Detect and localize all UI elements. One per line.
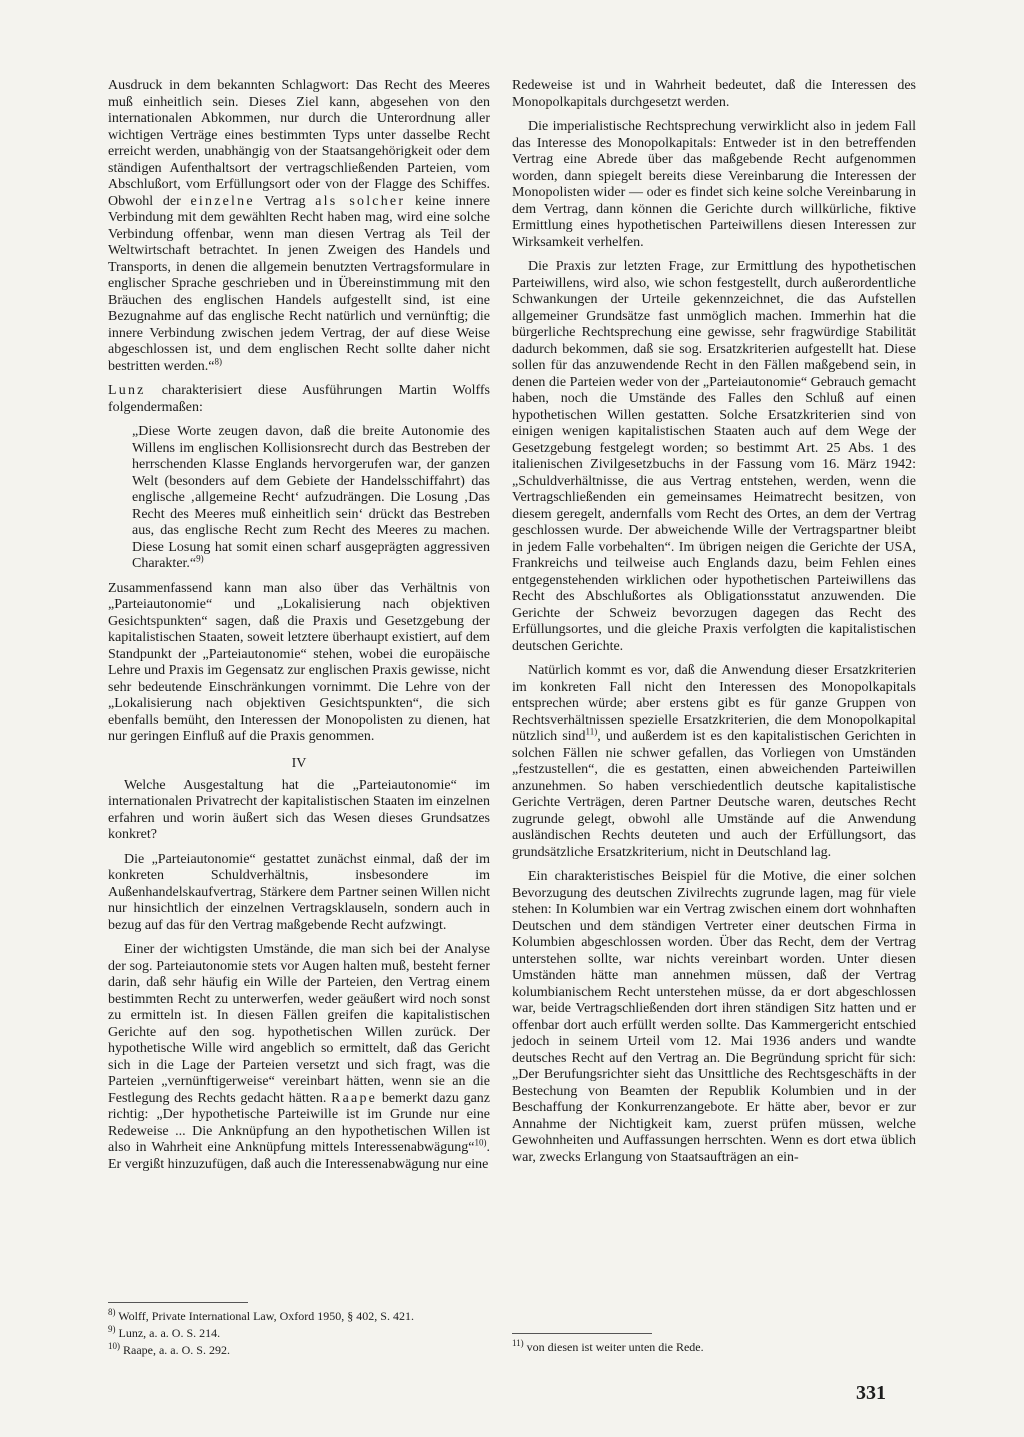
text-run: , und außerdem ist es den kapitalistischen Gerichten in solchen Fällen nie schwer gefallen, das Vorliegen von Umständen „festzustellen“, die es gestatten, einen abweichenden Parteiwillen anzunehmen. So haben verschiedentlich deutsche kapitalistische Gerichte Verträgen, deren Partner Deutsche waren, deutsches Recht zugrunde gelegt, obwohl alle Umstände auf die Anwendung ausländischen Rechts deuteten und auch der Erfüllungsort, das grundsätzliche Ersatzkriterium, nicht in Deutschland lag. xyxy=(512,729,916,860)
footnotes-left xyxy=(108,1302,490,1360)
paragraph: Zusammenfassend kann man also über das Verhältnis von „Parteiautonomie“ und „Lokalisierung nach objektiven Gesichtspunkten“ sagen, daß die Praxis und Gesetzgebung der kapitalistischen Staaten, soweit letztere überhaupt existiert, auf dem Standpunkt der „Parteiautonomie“ stehen, wobei die europäische Lehre und Praxis im Gegensatz zur englischen Praxis gewisse, nicht sehr bedeutende Einschränkungen vornimmt. Die Lehre von der „Lokalisierung nach objektiven Gesichtspunkten“, die sich ebenfalls bemüht, den Interessen der Monopolisten zu dienen, hat nur geringen Einfluß auf die Praxis genommen. xyxy=(108,580,490,744)
paragraph: Die Praxis zur letzten Frage, zur Ermittlung des hypothetischen Parteiwillens, wird also, wie schon festgestellt, durch außerordentliche Schwankungen der Urteile gekennzeichnet, die das Aufstellen allgemeiner Grundsätze fast unmöglich machen. Immerhin hat die bürgerliche Rechtsprechung eine gewisse, sehr fragwürdige Stabilität dadurch bekommen, daß sie sog. Ersatzkriterien aufgestellt hat. Diese sollen für das anzuwendende Recht in den Fällen maßgebend sein, in denen die Parteien weder von der „Parteiautonomie“ Gebrauch gemacht haben, noch die Umstände des Falles den Schluß auf einen hypothetischen Willen gestatten. Solche Ersatzkriterien sind von einigen wenigen kapitalistischen Staaten auch auf dem Wege der Gesetzgebung festgelegt worden; so bestimmt Art. 25 Abs. 1 des italienischen Zivilgesetzbuchs in der Fassung vom 16. März 1942: „Schuldverhältnisse, die aus Vertrag entstehen, werden, wenn die Vertragschließenden ein gemeinsames Heimatrecht besitzen, von diesem geregelt, andernfalls vom Recht des Ortes, an dem der Vertrag geschlossen wurde. Der abweichende Wille der Vertragspartner bleibt in jedem Falle vorbehalten“. Im übrigen neigen die Gerichte der USA, Frankreichs und teilweise auch Englands dazu, beim Fehlen eines entgegenstehenden wirklichen oder hypothetischen Parteiwillens das Recht des Abschlußortes als Obligationsstatut anzuwenden. Die Gerichte der Schweiz bevorzugen dagegen das Recht des Erfüllungsortes, und die gleiche Praxis verfolgten die kapitalistischen deutschen Gerichte. xyxy=(512,259,916,654)
text-run: Natürlich kommt es vor, daß die Anwendung dieser Ersatzkriterien im konkreten Fall nicht den Interessen des Monopolkapitals entsprechen würde; aber erstens gibt es für ganze Gruppen von Rechtsverhältnissen spezielle Ersatzkriterien, die dem Monopolkapital nützlich sind xyxy=(512,663,916,744)
footnote xyxy=(108,1326,490,1341)
footnote-ref: 9) xyxy=(196,553,204,564)
footnote-ref: 10) xyxy=(474,1137,487,1148)
footnote xyxy=(108,1309,490,1324)
paragraph xyxy=(108,942,490,1173)
footnote xyxy=(108,1343,490,1358)
right-column xyxy=(512,78,916,1174)
footnote-mark: 10) xyxy=(108,1341,120,1351)
footnote-rule xyxy=(512,1333,652,1334)
paragraph xyxy=(108,383,490,416)
footnote-ref: 8) xyxy=(214,355,223,366)
footnote-text: Lunz, a. a. O. S. 214. xyxy=(118,1326,221,1340)
footnote-rule xyxy=(108,1302,248,1303)
text-run: . Er vergißt hinzuzufügen, daß auch die Interessenabwägung nur eine xyxy=(108,1140,490,1172)
text-run: Einer der wichtigsten Umstände, die man sich bei der Analyse der sog. Parteiautonomie stets vor Augen halten muß, besteht ferner darin, daß sehr häufig ein Wille der Parteien, den Vertrag einem bestimmten Recht zu unterwerfen, weder geäußert wird noch sonst zu ermitteln ist. In diesen Fällen greifen die kapitalistischen Gerichte auf den sog. hypothetischen Willen zurück. Der hypothetische Wille wird angeblich so ermittelt, daß das Gericht sich in die Lage der Parteien versetzt und sich fragt, was die Parteien „vernünftigerweise“ vereinbart hätten, wenn sie an die Festlegung des Rechts gedacht hätten. xyxy=(108,942,490,1106)
footnote-text: Raape, a. a. O. S. 292. xyxy=(123,1343,230,1357)
footnote xyxy=(512,1340,916,1355)
text-run: Vertrag xyxy=(264,193,306,209)
footnote-ref: 11) xyxy=(585,726,598,737)
paragraph xyxy=(512,663,916,861)
text-run: „Diese Worte zeugen davon, daß die breite Autonomie des Willens im englischen Kollisionsrecht durch das Bestreben der herrschenden Klasse Englands hervorgerufen war, der ganzen Welt (besonders auf dem Gebiete der Handelsschiffahrt) das englische ‚allgemeine Recht‘ aufzudrängen. Die Losung ‚Das Recht des Meeres muß einheitlich sein‘ drückt das Bestreben aus, das englische Recht zum Recht des Meeres zu machen. Diese Losung hat somit einen scharf ausgeprägten aggressiven Charakter.“ xyxy=(132,424,490,571)
quote-text xyxy=(132,424,490,573)
text-run: Ausdruck in dem bekannten Schlagwort: Das Recht des Meeres muß einheitlich sein. Dieses Ziel kann, abgesehen von den internationalen Abkommen, nur durch die Unterordnung aller wichtigen Verträge eines bestimmten Typs unter dasselbe Recht erreicht werden, unabhängig von der Staatsangehörigkeit oder dem ständigen Aufenthaltsort der vertragschließenden Parteien, vom Abschlußort, vom Erfüllungsort oder von der Flagge des Schiffes. Obwohl der xyxy=(108,78,490,209)
page-number: 331 xyxy=(856,1382,886,1404)
footnote-text: von diesen ist weiter unten die Rede. xyxy=(526,1340,704,1354)
text-run: charakterisiert diese Ausführungen Martin Wolffs folgendermaßen: xyxy=(108,383,490,415)
footnote-mark: 9) xyxy=(108,1324,116,1334)
block-quote xyxy=(132,424,490,573)
paragraph: Die imperialistische Rechtsprechung verwirklicht also in jedem Fall das Interesse des Monopolkapitals: Entweder ist in den betreffenden Vertrag eine Abrede über das maßgebende Recht aufgenommen worden, dann spiegelt bereits diese Vereinbarung die Interessen der Monopolisten wider — oder es findet sich keine solche Vereinbarung in dem Vertrag, dann können die Gerichte durch willkürliche, fiktive Ermittlung eines hypothetischen Parteiwillens diesen Interessen zur Wirksamkeit verhelfen. xyxy=(512,119,916,250)
spaced-text: Lunz xyxy=(108,383,146,398)
paragraph: Welche Ausgestaltung hat die „Parteiautonomie“ im internationalen Privatrecht der kapitalistischen Staaten im einzelnen erfahren und worin äußert sich das Wesen dieses Grundsatzes konkret? xyxy=(108,777,490,842)
footnote-mark: 8) xyxy=(108,1307,116,1317)
text-run: keine innere Verbindung mit dem gewählten Recht haben mag, wird eine solche Verbindung offenbar, wenn man diesen Vertrag als Teil der Weltwirtschaft betrachtet. In jenen Zweigen des Handels und Transports, in denen die allgemein benutzten Vertragsformulare in englischer Sprache geschrieben und in Übereinstimmung mit den Bräuchen des englischen Handels aufgestellt sind, ist eine Bezugnahme auf das englische Recht natürlich und vernünftig; die innere Verbindung zwischen jedem Vertrag, der auf diese Weise abgeschlossen ist, und dem englischen Recht sollte daher nicht bestritten werden.“ xyxy=(108,193,491,374)
paragraph: Redeweise ist und in Wahrheit bedeutet, daß die Interessen des Monopolkapitals durchgesetzt werden. xyxy=(512,78,916,110)
paragraph: Die „Parteiautonomie“ gestattet zunächst einmal, daß der im konkreten Schuldverhältnis, insbesondere im Außenhandelskaufvertrag, Stärkere dem Partner seinen Willen nicht nur hinsichtlich der einzelnen Vertragsklauseln, sondern auch in bezug auf das für den Vertrag maßgebende Recht aufzwingt. xyxy=(108,851,490,933)
paragraph: Ein charakteristisches Beispiel für die Motive, die einer solchen Bevorzugung des deutschen Zivilrechts zugrunde lagen, mag für viele stehen: In Kolumbien war ein Vertrag zwischen einem dort wohnhaften Deutschen und dem ständigen Vertreter einer deutschen Firma in Kolumbien abgeschlossen worden. Über das Recht, dem der Vertrag unterstehen sollte, war nichts vereinbart worden. Unter diesen Umständen hätte man annehmen müssen, daß der Vertrag kolumbianischem Recht unterstehen müsse, da er dort abgeschlossen war, beide Vertragschließenden dort ihren ständigen Sitz hatten und er offenbar dort auch erfüllt werden sollte. Das Kammergericht entschied jedoch in seinem Urteil vom 12. Mai 1936 anders und wandte deutsches Recht auf den Vertrag an. Die Begründung spricht für sich: „Der Berufungsrichter sieht das Unsittliche des Rechtsgeschäfts in der Bestechung von Beamten der Republik Kolumbien und in der Beschaffung der Konkurrenzangebote. Er hätte aber, bevor er zur Annahme der Nichtigkeit kam, zuerst prüfen müssen, welche Gewohnheiten und Auffassungen herrschten. Wenn es dort etwa üblich war, zwecks Erlangung von Staatsaufträgen an ein- xyxy=(512,869,916,1165)
spaced-text: einzelne xyxy=(190,193,255,209)
paragraph xyxy=(108,78,490,375)
left-column xyxy=(108,78,490,1181)
spaced-text: als solcher xyxy=(315,193,406,209)
footnotes-right xyxy=(512,1333,916,1357)
section-heading: IV xyxy=(291,755,307,771)
footnote-mark: 11) xyxy=(512,1338,524,1348)
spaced-text: Raape xyxy=(331,1090,378,1106)
footnote-text: Wolff, Private International Law, Oxford 1950, § 402, S. 421. xyxy=(118,1309,414,1323)
text-run: bemerkt dazu ganz richtig: „Der hypothetische Parteiwille ist im Grunde nur eine Redeweise ... Die Anknüpfung an den hypothetischen Willen ist also in Wahrheit eine Anknüpfung mittels Interessenabwägung“ xyxy=(108,1090,490,1155)
